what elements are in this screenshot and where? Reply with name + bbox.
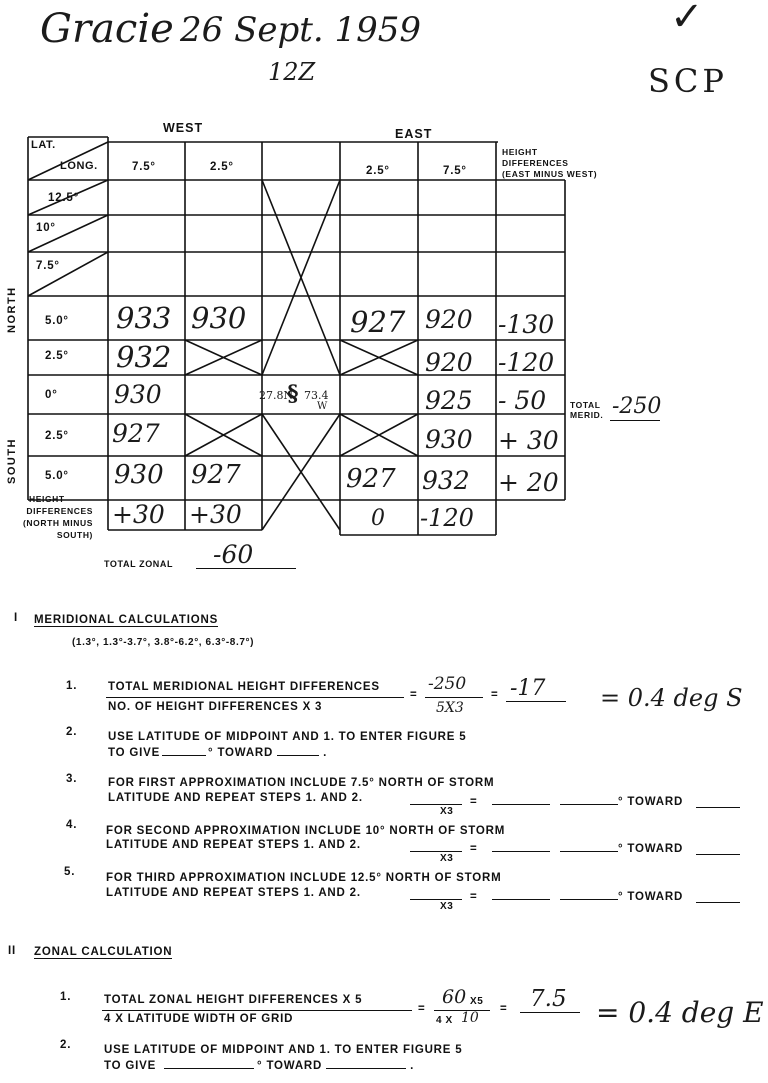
total-merid-label: TOTAL MERID. [570,400,604,420]
col-header-e25: 2.5° [366,165,390,177]
merid-step2-line1: USE LATITUDE OF MIDPOINT AND 1. TO ENTER FIGURE 5 [108,731,467,743]
merid-step5-toward: ° TOWARD [618,891,684,903]
merid-step1-top: TOTAL MERIDIONAL HEIGHT DIFFERENCES [108,681,380,693]
cell-n5-w75: 933 [116,301,172,335]
merid-step4-num: 4. [66,819,78,831]
cell-n5-e25: 927 [350,305,406,339]
row-label-n75: 7.5° [36,260,60,272]
zonal-step1-hand-top: 60 [442,986,467,1008]
merid-step3-x3: X3 [440,806,454,817]
storm-center-lon-dir: W [317,401,328,412]
cell-0-diff: - 50 [498,386,547,415]
merid-step3-line1: FOR FIRST APPROXIMATION INCLUDE 7.5° NORTH OF STORM [108,777,495,789]
merid-step5-bar [410,899,462,900]
lat-header: LAT. [31,139,56,151]
checkmark-icon: ✓ [670,0,704,40]
merid-step5-deg-blank [560,899,618,900]
height-diff-ew-label: HEIGHT DIFFERENCES (EAST MINUS WEST) [502,147,598,179]
cell-ns-e25: 0 [371,506,385,531]
zonal-step1-bottom: 4 X LATITUDE WIDTH OF GRID [104,1013,294,1025]
total-zonal-value: -60 [213,540,254,569]
merid-step1-result-underline [506,701,566,702]
merid-step3-eq: = [470,796,478,808]
zonal-step1-eq2: = [500,1003,508,1015]
zonal-step1-x5: X5 [470,996,484,1007]
merid-step5-num: 5. [64,866,76,878]
row-label-s5: 5.0° [45,470,69,482]
row-label-n10: 10° [36,222,56,234]
row-label-n25: 2.5° [45,350,69,362]
storm-center-lat: 27.8N [259,389,294,402]
merid-step1-eq2: = [491,689,499,701]
merid-step1-num: 1. [66,680,78,692]
col-header-w25: 2.5° [210,161,234,173]
row-label-n125: 12.5° [48,192,79,204]
storm-date: 26 Sept. 1959 [180,10,422,50]
cell-s25-w75: 927 [112,419,160,448]
cell-s5-diff: + 20 [498,468,559,497]
zonal-step1-bottom-print: 4 X [436,1015,453,1026]
cell-s5-w25: 927 [191,460,241,490]
cell-s5-e75: 932 [422,466,470,495]
cell-s25-e75: 930 [425,425,473,454]
merid-step4-x3: X3 [440,853,454,864]
zonal-step2-line1: USE LATITUDE OF MIDPOINT AND 1. TO ENTER FIGURE 5 [104,1044,463,1056]
merid-step4-deg-blank [560,851,618,852]
zonal-step1-answer: = 0.4 deg E [596,996,764,1029]
merid-step1-hand-top: -250 [428,674,467,694]
cell-s5-e25: 927 [346,464,396,494]
zonal-step1-eq1: = [418,1003,426,1015]
row-label-0: 0° [45,389,58,401]
cell-n5-w25: 930 [191,301,247,335]
merid-step4-dir-blank [696,854,740,855]
cell-ns-w75: +30 [112,500,165,529]
merid-step5-dir-blank [696,902,740,903]
merid-step4-line2: LATITUDE AND REPEAT STEPS 1. AND 2. [106,839,361,851]
merid-step5-line2: LATITUDE AND REPEAT STEPS 1. AND 2. [106,887,361,899]
zonal-step2-num: 2. [60,1039,72,1051]
south-label: SOUTH [6,438,18,484]
row-label-n5: 5.0° [45,315,69,327]
long-header: LONG. [60,160,98,172]
storm-name: Gracie [40,6,174,52]
merid-step5-line1: FOR THIRD APPROXIMATION INCLUDE 12.5° NORTH OF STORM [106,872,502,884]
zonal-numeral: II [8,945,16,957]
storm-center-lon: 73.4 [304,389,329,402]
merid-step4-line1: FOR SECOND APPROXIMATION INCLUDE 10° NORTH OF STORM [106,825,506,837]
zonal-step1-fraction-bar [102,1010,412,1011]
zonal-step1-hand-bottom: 10 [461,1010,479,1026]
zonal-step1-result: 7.5 [530,986,567,1012]
height-diff-ns-label: HEIGHT DIFFERENCES (NORTH MINUS SOUTH) [23,494,93,540]
meridional-title: MERIDIONAL CALCULATIONS [34,614,219,626]
cell-ns-e75: -120 [420,504,474,532]
meridional-numeral: I [14,612,18,624]
cell-n25-w75: 932 [116,340,172,374]
merid-step3-bar [410,804,462,805]
merid-step3-line2: LATITUDE AND REPEAT STEPS 1. AND 2. [108,792,363,804]
cell-0-e75: 925 [425,386,473,415]
merid-step4-bar [410,851,462,852]
merid-step5-x3: X3 [440,901,454,912]
merid-step3-deg-blank [560,804,618,805]
total-merid-underline [610,420,660,421]
merid-step3-dir-blank [696,807,740,808]
merid-step3-num: 3. [66,773,78,785]
col-header-w75: 7.5° [132,161,156,173]
zonal-step1-num: 1. [60,991,72,1003]
zonal-step2-line2: TO GIVE ° TOWARD . [104,1060,415,1072]
cell-s25-diff: + 30 [498,426,559,455]
total-zonal-label: TOTAL ZONAL [104,559,174,569]
reviewer-initials: SCP [648,62,728,100]
merid-step1-hand-bottom: 5X3 [436,700,464,716]
merid-step2-num: 2. [66,726,78,738]
merid-step4-result-blank [492,851,550,852]
merid-step3-toward: ° TOWARD [618,796,684,808]
merid-step1-bottom: NO. OF HEIGHT DIFFERENCES X 3 [108,701,323,713]
observation-time: 12Z [268,58,316,86]
north-label: NORTH [6,286,18,333]
merid-step4-eq: = [470,843,478,855]
cell-n25-e75: 920 [425,348,473,377]
cell-ns-w25: +30 [189,500,242,529]
meridional-subtitle: (1.3°, 1.3°-3.7°, 3.8°-6.2°, 6.3°-8.7°) [72,637,255,648]
merid-step1-answer: = 0.4 deg S [600,684,743,712]
cell-n5-diff: -130 [498,310,555,339]
merid-step1-fraction-bar [106,697,404,698]
zonal-step1-top: TOTAL ZONAL HEIGHT DIFFERENCES X 5 [104,994,363,1006]
merid-step3-result-blank [492,804,550,805]
hurricane-icon: § [287,381,299,407]
merid-step1-eq1: = [410,689,418,701]
col-header-e75: 7.5° [443,165,467,177]
cell-s5-w75: 930 [114,460,164,490]
merid-step4-toward: ° TOWARD [618,843,684,855]
zonal-title: ZONAL CALCULATION [34,946,173,958]
cell-n5-e75: 920 [425,305,473,334]
merid-step5-eq: = [470,891,478,903]
west-label: WEST [163,121,204,135]
total-merid-value: -250 [612,394,662,419]
cell-n25-diff: -120 [498,348,555,377]
merid-step1-result: -17 [510,676,546,701]
cell-0-w75: 930 [114,380,162,409]
merid-step2-line2: TO GIVE ° TOWARD . [108,747,328,759]
merid-step5-result-blank [492,899,550,900]
merid-step1-hand-bar [425,697,483,698]
east-label: EAST [395,127,433,141]
zonal-step1-result-underline [520,1012,580,1013]
row-label-s25: 2.5° [45,430,69,442]
